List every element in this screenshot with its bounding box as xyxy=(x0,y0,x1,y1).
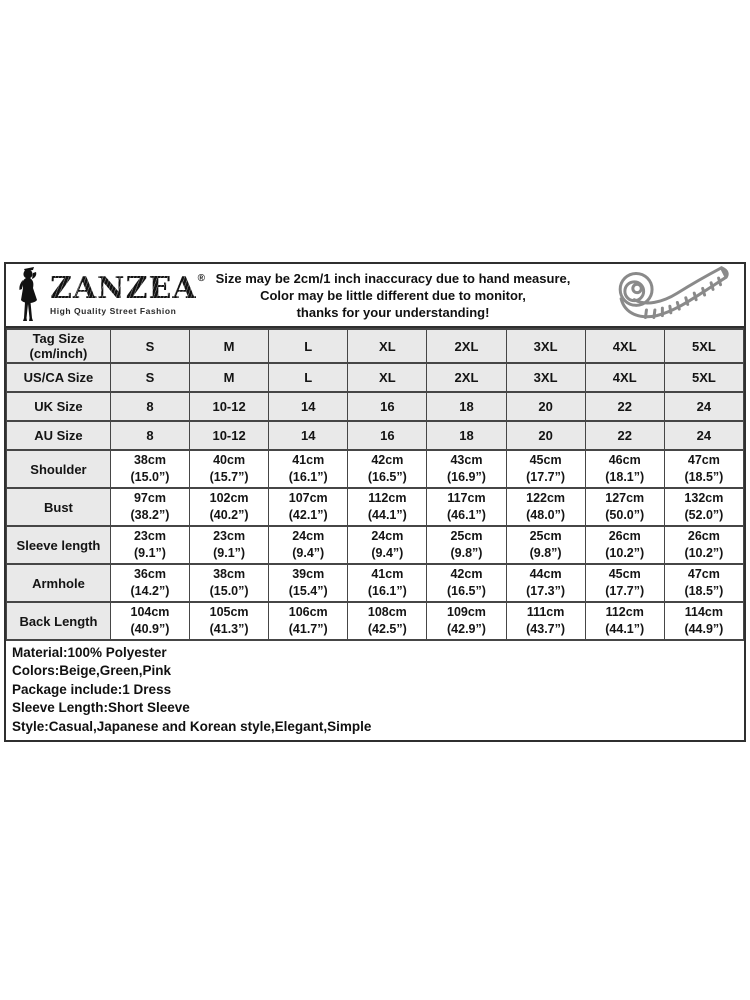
row-label: US/CA Size xyxy=(7,363,111,392)
size-cell: 18 xyxy=(427,421,506,450)
size-cell: 2XL xyxy=(427,363,506,392)
size-cell: 4XL xyxy=(585,329,664,363)
size-cell: 20 xyxy=(506,392,585,421)
measurement-cell: 39cm (15.4”) xyxy=(269,564,348,602)
measurement-cell: 112cm (44.1”) xyxy=(348,488,427,526)
measurement-cell: 38cm (15.0”) xyxy=(190,564,269,602)
row-label: UK Size xyxy=(7,392,111,421)
size-cell: 2XL xyxy=(427,329,506,363)
size-cell: 14 xyxy=(269,421,348,450)
note-line: Sleeve Length:Short Sleeve xyxy=(12,700,190,716)
measurement-cell: 106cm (41.7”) xyxy=(269,602,348,640)
measurement-cell: 26cm (10.2”) xyxy=(585,526,664,564)
size-cell: 3XL xyxy=(506,329,585,363)
size-cell: S xyxy=(110,363,189,392)
disclaimer-line-2: Color may be little different due to monitor, xyxy=(260,287,526,303)
measurement-row xyxy=(7,450,744,488)
size-cell: M xyxy=(190,329,269,363)
measurement-cell: 105cm (41.3”) xyxy=(190,602,269,640)
row-label: Back Length xyxy=(7,602,111,640)
measurement-cell: 46cm (18.1”) xyxy=(585,450,664,488)
row-label: AU Size xyxy=(7,421,111,450)
measurement-cell: 36cm (14.2”) xyxy=(110,564,189,602)
size-cell: M xyxy=(190,363,269,392)
measurement-cell: 47cm (18.5”) xyxy=(664,564,743,602)
size-cell: 22 xyxy=(585,392,664,421)
size-cell: L xyxy=(269,363,348,392)
size-cell: 16 xyxy=(348,421,427,450)
size-cell: XL xyxy=(348,363,427,392)
row-label: Sleeve length xyxy=(7,526,111,564)
measurement-cell: 102cm (40.2”) xyxy=(190,488,269,526)
measurement-row xyxy=(7,602,744,640)
size-cell: 24 xyxy=(664,421,743,450)
row-label: Armhole xyxy=(7,564,111,602)
size-cell: 16 xyxy=(348,392,427,421)
measurement-cell: 127cm (50.0”) xyxy=(585,488,664,526)
measurement-cell: 112cm (44.1”) xyxy=(585,602,664,640)
size-cell: 10-12 xyxy=(190,421,269,450)
note-line: Material:100% Polyester xyxy=(12,645,167,660)
measurement-cell: 45cm (17.7”) xyxy=(506,450,585,488)
brand-logo xyxy=(6,266,206,324)
size-cell: 18 xyxy=(427,392,506,421)
size-cell: 24 xyxy=(664,392,743,421)
measurement-cell: 97cm (38.2”) xyxy=(110,488,189,526)
size-row xyxy=(7,363,744,392)
measurement-cell: 122cm (48.0”) xyxy=(506,488,585,526)
product-notes xyxy=(6,641,744,740)
size-chart-table xyxy=(6,328,744,641)
measurement-cell: 132cm (52.0”) xyxy=(664,488,743,526)
tape-measure-icon-wrap xyxy=(592,265,744,325)
measurement-cell: 24cm (9.4”) xyxy=(269,526,348,564)
measurement-cell: 42cm (16.5”) xyxy=(348,450,427,488)
disclaimer-line-1: Size may be 2cm/1 inch inaccuracy due to hand measure, xyxy=(215,270,571,286)
measurement-cell: 109cm (42.9”) xyxy=(427,602,506,640)
measurement-cell: 41cm (16.1”) xyxy=(269,450,348,488)
size-row xyxy=(7,421,744,450)
size-cell: 8 xyxy=(110,392,189,421)
measurement-cell: 117cm (46.1”) xyxy=(427,488,506,526)
note-line: Style:Casual,Japanese and Korean style,Elegant,Simple xyxy=(12,718,372,734)
measurement-cell: 38cm (15.0”) xyxy=(110,450,189,488)
woman-silhouette-icon xyxy=(14,266,48,324)
measurement-cell: 107cm (42.1”) xyxy=(269,488,348,526)
size-chart-panel xyxy=(4,262,746,742)
measurement-cell: 40cm (15.7”) xyxy=(190,450,269,488)
measurement-cell: 25cm (9.8”) xyxy=(427,526,506,564)
row-label: Shoulder xyxy=(7,450,111,488)
size-cell: 8 xyxy=(110,421,189,450)
measurement-cell: 23cm (9.1”) xyxy=(110,526,189,564)
note-line: Colors:Beige,Green,Pink xyxy=(12,663,172,679)
size-cell: XL xyxy=(348,329,427,363)
brand-logo-text xyxy=(50,271,206,316)
registered-trademark: ® xyxy=(197,273,206,284)
size-cell: 22 xyxy=(585,421,664,450)
measurement-cell: 43cm (16.9”) xyxy=(427,450,506,488)
measurement-cell: 45cm (17.7”) xyxy=(585,564,664,602)
measurement-row xyxy=(7,526,744,564)
size-cell: 5XL xyxy=(664,329,743,363)
measurement-cell: 25cm (9.8”) xyxy=(506,526,585,564)
measurement-cell: 108cm (42.5”) xyxy=(348,602,427,640)
disclaimer-line-3: thanks for your understanding! xyxy=(296,304,490,320)
size-cell: 3XL xyxy=(506,363,585,392)
measurement-cell: 44cm (17.3”) xyxy=(506,564,585,602)
measurement-cell: 114cm (44.9”) xyxy=(664,602,743,640)
measurement-cell: 42cm (16.5”) xyxy=(427,564,506,602)
measurement-cell: 104cm (40.9”) xyxy=(110,602,189,640)
size-cell: 20 xyxy=(506,421,585,450)
measurement-cell: 111cm (43.7”) xyxy=(506,602,585,640)
measurement-row xyxy=(7,488,744,526)
size-cell: 14 xyxy=(269,392,348,421)
tape-measure-icon xyxy=(601,265,735,325)
measurement-cell: 26cm (10.2”) xyxy=(664,526,743,564)
size-row xyxy=(7,329,744,363)
header-band xyxy=(6,264,744,328)
measurement-cell: 24cm (9.4”) xyxy=(348,526,427,564)
size-cell: 5XL xyxy=(664,363,743,392)
size-row xyxy=(7,392,744,421)
note-line: Package include:1 Dress xyxy=(12,681,172,697)
brand-tagline: High Quality Street Fashion xyxy=(50,306,177,316)
measurement-cell: 23cm (9.1”) xyxy=(190,526,269,564)
row-label: Bust xyxy=(7,488,111,526)
size-cell: 10-12 xyxy=(190,392,269,421)
measurement-cell: 47cm (18.5”) xyxy=(664,450,743,488)
disclaimer-text xyxy=(194,270,592,321)
size-cell: L xyxy=(269,329,348,363)
measurement-cell: 41cm (16.1”) xyxy=(348,564,427,602)
size-cell: S xyxy=(110,329,189,363)
brand-name: ZANZEA xyxy=(50,271,197,306)
measurement-row xyxy=(7,564,744,602)
row-label: Tag Size (cm/inch) xyxy=(7,329,111,363)
size-cell: 4XL xyxy=(585,363,664,392)
